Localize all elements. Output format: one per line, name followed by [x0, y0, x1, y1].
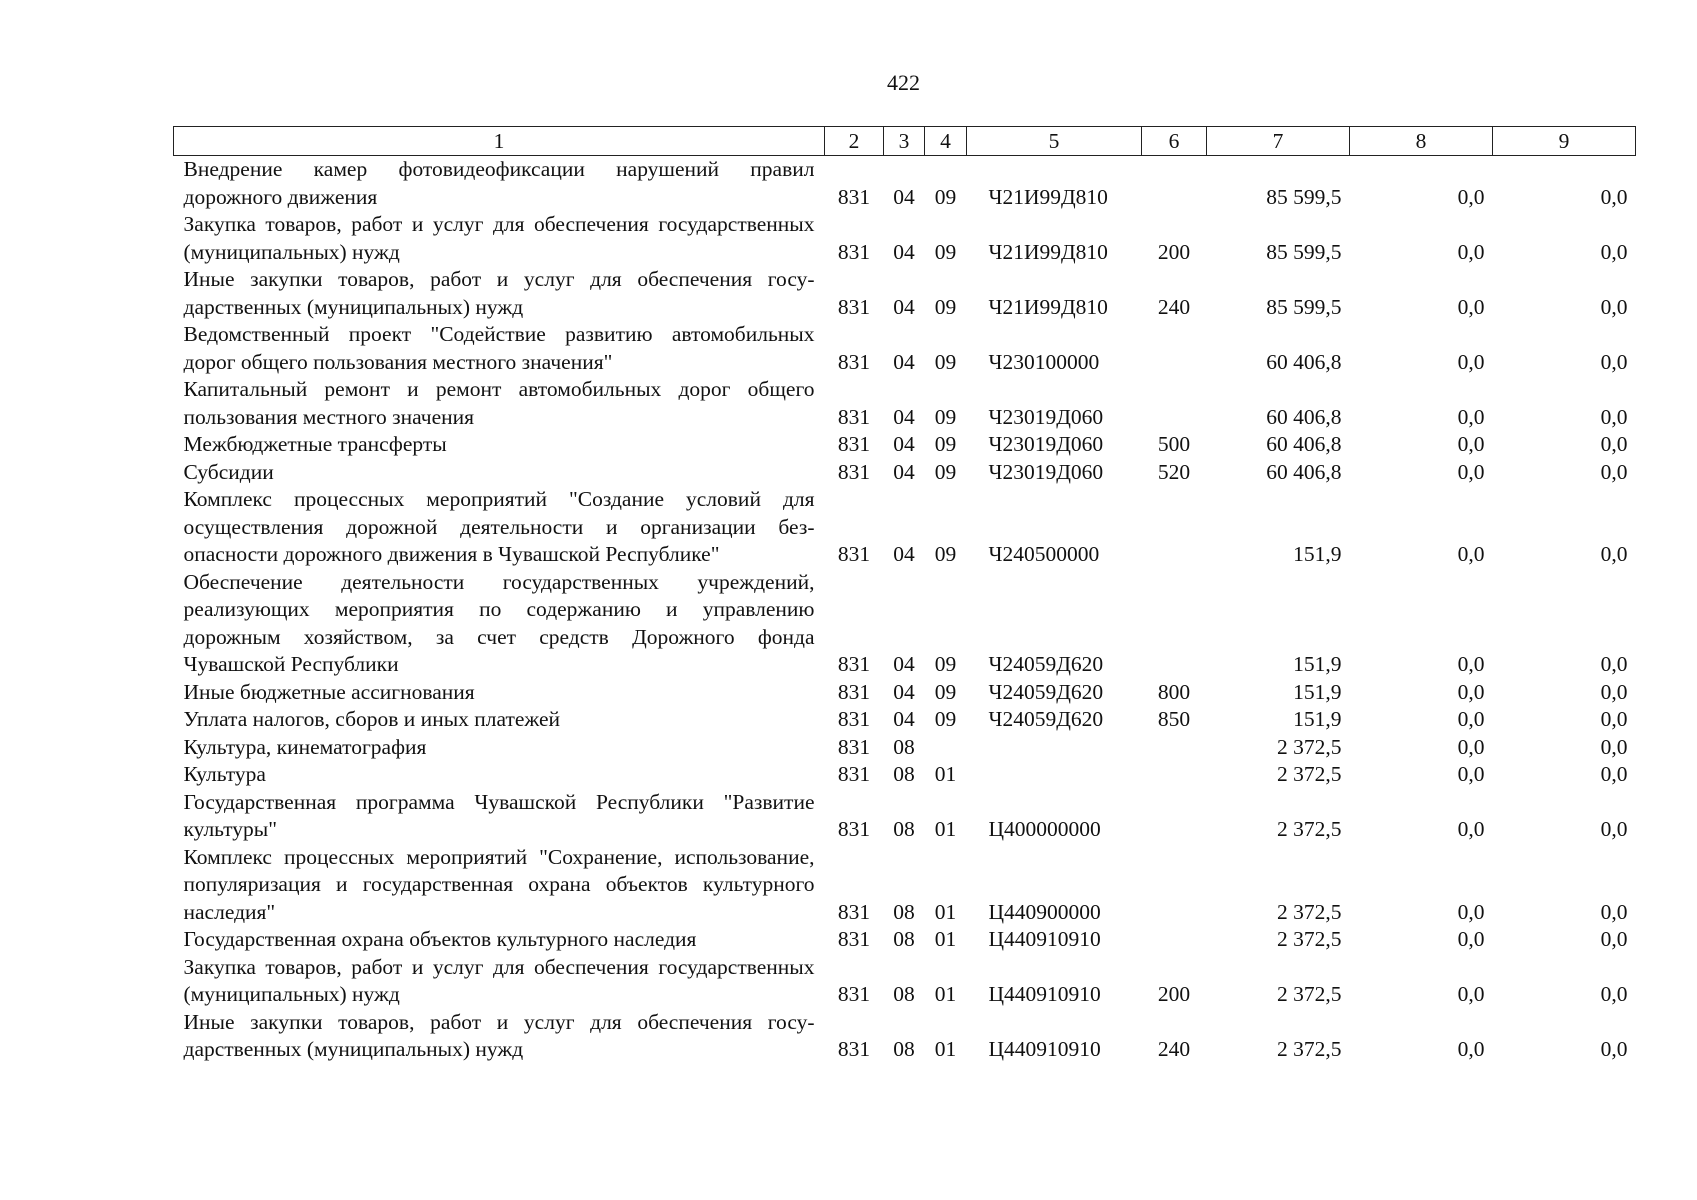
row-chapter: 831 — [837, 679, 871, 704]
row-section: 08 — [893, 982, 915, 1006]
row-amount-1: 151,9 — [1293, 542, 1342, 566]
table-row — [174, 926, 1636, 954]
row-name: Культура, кинематография — [183, 734, 427, 759]
row-subsection: 09 — [934, 349, 957, 374]
row-section: 04 — [893, 349, 915, 374]
row-expense-type: 500 — [1157, 432, 1191, 456]
row-expense-type — [1142, 156, 1207, 212]
row-target-code: Ч24059Д620 — [988, 652, 1104, 676]
table-row — [174, 954, 1636, 1009]
row-amount-3: 0,0 — [1600, 817, 1628, 841]
row-amount-2: 0,0 — [1457, 239, 1485, 264]
page-number: 422 — [887, 70, 920, 95]
row-amount-2: 0,0 — [1457, 899, 1485, 924]
table-row — [174, 459, 1636, 487]
row-name: Государственная программа Чувашской Республики "Развитие культуры" — [183, 789, 815, 841]
row-expense-type — [1142, 926, 1207, 954]
row-amount-2: 0,0 — [1457, 542, 1485, 566]
budget-table — [173, 126, 1636, 1064]
row-name: Комплекс процессных мероприятий "Сохранение, использование, популяризация и государственная охрана объектов культурного наследия" — [183, 844, 815, 924]
row-expense-type — [1142, 789, 1207, 844]
row-target-code: Ч240500000 — [988, 542, 1100, 566]
table-header — [174, 127, 1636, 156]
row-expense-type: 850 — [1157, 707, 1191, 731]
row-amount-3: 0,0 — [1600, 679, 1628, 704]
row-subsection: 09 — [934, 432, 957, 456]
row-amount-2: 0,0 — [1457, 927, 1485, 951]
row-chapter: 831 — [837, 707, 871, 731]
table-row — [174, 734, 1636, 762]
row-subsection: 01 — [934, 817, 957, 841]
row-subsection: 09 — [934, 652, 957, 676]
row-amount-1: 2 372,5 — [1277, 982, 1342, 1006]
row-target-code: Ч23019Д060 — [988, 404, 1104, 429]
row-amount-2: 0,0 — [1457, 459, 1485, 484]
row-target-code: Ч230100000 — [988, 349, 1100, 374]
row-name: Иные бюджетные ассигнования — [183, 679, 475, 704]
row-target-code: Ц440900000 — [988, 899, 1101, 924]
row-section: 04 — [893, 432, 915, 456]
row-amount-3: 0,0 — [1600, 184, 1628, 209]
row-amount-1: 151,9 — [1293, 707, 1342, 731]
row-expense-type — [1142, 321, 1207, 376]
row-section: 04 — [893, 459, 915, 484]
row-amount-1: 60 406,8 — [1266, 432, 1342, 456]
row-amount-3: 0,0 — [1600, 762, 1628, 786]
row-expense-type: 200 — [1157, 982, 1191, 1006]
row-amount-3: 0,0 — [1600, 734, 1628, 759]
row-expense-type: 200 — [1157, 239, 1191, 264]
table-row — [174, 431, 1636, 459]
table-row — [174, 486, 1636, 569]
row-section: 04 — [893, 294, 915, 319]
row-section: 04 — [893, 679, 915, 704]
table-row — [174, 761, 1636, 789]
row-target-code: Ч23019Д060 — [988, 432, 1104, 456]
header-cell-9: 9 — [1493, 127, 1636, 156]
row-expense-type: 800 — [1157, 679, 1191, 704]
row-amount-2: 0,0 — [1457, 762, 1485, 786]
row-section: 04 — [893, 239, 915, 264]
row-expense-type — [1142, 844, 1207, 927]
header-cell-5: 5 — [967, 127, 1142, 156]
row-amount-3: 0,0 — [1600, 982, 1628, 1006]
header-cell-6: 6 — [1142, 127, 1207, 156]
row-section: 04 — [893, 542, 915, 566]
row-target-code: Ч23019Д060 — [988, 459, 1104, 484]
row-section: 08 — [893, 899, 915, 924]
row-name: Внедрение камер фотовидеофиксации нарушений правил дорожного движения — [183, 157, 815, 209]
row-amount-2: 0,0 — [1457, 734, 1485, 759]
row-amount-1: 85 599,5 — [1266, 294, 1342, 319]
row-amount-1: 2 372,5 — [1277, 762, 1342, 786]
row-amount-3: 0,0 — [1600, 1037, 1628, 1061]
row-subsection: 01 — [934, 927, 957, 951]
row-subsection: 09 — [934, 679, 957, 704]
row-chapter: 831 — [837, 294, 871, 319]
row-subsection: 01 — [934, 762, 957, 786]
row-chapter: 831 — [837, 404, 871, 429]
row-amount-3: 0,0 — [1600, 707, 1628, 731]
row-subsection: 09 — [934, 184, 957, 209]
table-row — [174, 376, 1636, 431]
row-expense-type: 520 — [1157, 459, 1191, 484]
row-amount-1: 85 599,5 — [1266, 184, 1342, 209]
row-name: Уплата налогов, сборов и иных платежей — [183, 707, 561, 731]
table-row — [174, 156, 1636, 212]
row-section: 08 — [893, 817, 915, 841]
row-chapter: 831 — [837, 1037, 871, 1061]
row-amount-1: 151,9 — [1293, 679, 1342, 704]
row-amount-2: 0,0 — [1457, 1037, 1485, 1061]
row-amount-3: 0,0 — [1600, 239, 1628, 264]
header-cell-2: 2 — [825, 127, 884, 156]
row-name: Межбюджетные трансферты — [183, 432, 447, 456]
row-name: Обеспечение деятельности государственных учреждений, реализующих мероприятия по содержанию и управлению дорожным хозяйством, за счет средств Дорожного фонда Чувашской Республики — [183, 569, 815, 676]
row-expense-type — [1142, 486, 1207, 569]
row-chapter: 831 — [837, 734, 871, 759]
row-chapter: 831 — [837, 899, 871, 924]
row-expense-type — [1142, 569, 1207, 679]
row-expense-type — [1142, 734, 1207, 762]
row-name: Культура — [183, 762, 266, 786]
row-amount-3: 0,0 — [1600, 542, 1628, 566]
row-name: Иные закупки товаров, работ и услуг для обеспечения государственных (муниципальных) нужд — [183, 1009, 815, 1061]
header-cell-1: 1 — [174, 127, 825, 156]
row-amount-3: 0,0 — [1600, 927, 1628, 951]
row-amount-1: 2 372,5 — [1277, 1037, 1342, 1061]
row-name: Субсидии — [183, 459, 274, 484]
row-section: 08 — [893, 734, 915, 759]
row-chapter: 831 — [837, 817, 871, 841]
row-section: 08 — [893, 1037, 915, 1061]
row-expense-type: 240 — [1157, 1037, 1191, 1061]
row-name: Ведомственный проект "Содействие развитию автомобильных дорог общего пользования местного значения" — [183, 322, 815, 374]
row-subsection: 09 — [934, 404, 957, 429]
row-subsection: 09 — [934, 294, 957, 319]
header-cell-8: 8 — [1350, 127, 1493, 156]
table-row — [174, 789, 1636, 844]
row-amount-2: 0,0 — [1457, 652, 1485, 676]
row-amount-3: 0,0 — [1600, 294, 1628, 319]
row-chapter: 831 — [837, 762, 871, 786]
row-chapter: 831 — [837, 184, 871, 209]
row-amount-3: 0,0 — [1600, 404, 1628, 429]
row-chapter: 831 — [837, 542, 871, 566]
row-name: Капитальный ремонт и ремонт автомобильных дорог общего пользования местного значения — [183, 377, 815, 429]
row-amount-1: 2 372,5 — [1277, 734, 1342, 759]
row-amount-3: 0,0 — [1600, 652, 1628, 676]
row-chapter: 831 — [837, 927, 871, 951]
row-target-code: Ч21И99Д810 — [988, 239, 1108, 264]
row-amount-2: 0,0 — [1457, 982, 1485, 1006]
row-chapter: 831 — [837, 652, 871, 676]
table-row — [174, 1009, 1636, 1064]
row-chapter: 831 — [837, 349, 871, 374]
row-amount-1: 2 372,5 — [1277, 817, 1342, 841]
row-name: Государственная охрана объектов культурного наследия — [183, 927, 697, 951]
row-target-code: Ц440910910 — [988, 1037, 1101, 1061]
row-subsection: 09 — [934, 707, 957, 731]
header-cell-3: 3 — [884, 127, 925, 156]
row-chapter: 831 — [837, 459, 871, 484]
row-amount-1: 60 406,8 — [1266, 459, 1342, 484]
row-amount-1: 2 372,5 — [1277, 899, 1342, 924]
row-amount-3: 0,0 — [1600, 432, 1628, 456]
row-amount-1: 60 406,8 — [1266, 349, 1342, 374]
row-subsection: 09 — [934, 239, 957, 264]
row-chapter: 831 — [837, 239, 871, 264]
row-section: 04 — [893, 184, 915, 209]
row-target-code — [967, 761, 1142, 789]
row-amount-2: 0,0 — [1457, 404, 1485, 429]
table-row — [174, 266, 1636, 321]
row-target-code: Ч24059Д620 — [988, 679, 1104, 704]
row-amount-3: 0,0 — [1600, 899, 1628, 924]
row-section: 04 — [893, 404, 915, 429]
header-cell-4: 4 — [925, 127, 967, 156]
row-target-code: Ч24059Д620 — [988, 707, 1104, 731]
row-target-code: Ц400000000 — [988, 817, 1101, 841]
row-amount-1: 85 599,5 — [1266, 239, 1342, 264]
row-name: Комплекс процессных мероприятий "Создание условий для осуществления дорожной деятельности и организации безопасности дорожного движения в Чувашской Республике" — [183, 487, 815, 566]
row-subsection — [925, 734, 967, 762]
table-body — [174, 156, 1636, 1064]
row-amount-3: 0,0 — [1600, 459, 1628, 484]
header-row — [174, 127, 1636, 156]
row-target-code: Ч21И99Д810 — [988, 184, 1108, 209]
row-subsection: 01 — [934, 1037, 957, 1061]
row-section: 04 — [893, 652, 915, 676]
table-row — [174, 569, 1636, 679]
table-row — [174, 844, 1636, 927]
table-row — [174, 706, 1636, 734]
row-section: 04 — [893, 707, 915, 731]
row-amount-2: 0,0 — [1457, 349, 1485, 374]
row-section: 08 — [893, 927, 915, 951]
table-row — [174, 679, 1636, 707]
header-cell-7: 7 — [1207, 127, 1350, 156]
table-row — [174, 321, 1636, 376]
row-target-code — [967, 734, 1142, 762]
row-amount-1: 2 372,5 — [1277, 927, 1342, 951]
row-amount-2: 0,0 — [1457, 817, 1485, 841]
row-section: 08 — [893, 762, 915, 786]
row-expense-type: 240 — [1157, 294, 1191, 319]
row-amount-2: 0,0 — [1457, 432, 1485, 456]
row-amount-2: 0,0 — [1457, 184, 1485, 209]
row-chapter: 831 — [837, 432, 871, 456]
row-amount-1: 60 406,8 — [1266, 404, 1342, 429]
table-row — [174, 211, 1636, 266]
row-amount-1: 151,9 — [1293, 652, 1342, 676]
row-amount-2: 0,0 — [1457, 294, 1485, 319]
row-chapter: 831 — [837, 982, 871, 1006]
row-amount-2: 0,0 — [1457, 679, 1485, 704]
row-subsection: 01 — [934, 899, 957, 924]
row-name: Закупка товаров, работ и услуг для обеспечения государственных (муниципальных) нужд — [183, 212, 815, 264]
row-target-code: Ц440910910 — [988, 927, 1101, 951]
row-target-code: Ц440910910 — [988, 982, 1101, 1006]
row-name: Иные закупки товаров, работ и услуг для обеспечения государственных (муниципальных) нужд — [183, 267, 815, 319]
row-expense-type — [1142, 761, 1207, 789]
row-target-code: Ч21И99Д810 — [988, 294, 1108, 319]
row-subsection: 09 — [934, 459, 957, 484]
row-subsection: 01 — [934, 982, 957, 1006]
row-expense-type — [1142, 376, 1207, 431]
row-name: Закупка товаров, работ и услуг для обеспечения государственных (муниципальных) нужд — [183, 954, 815, 1006]
row-subsection: 09 — [934, 542, 957, 566]
row-amount-3: 0,0 — [1600, 349, 1628, 374]
row-amount-2: 0,0 — [1457, 707, 1485, 731]
